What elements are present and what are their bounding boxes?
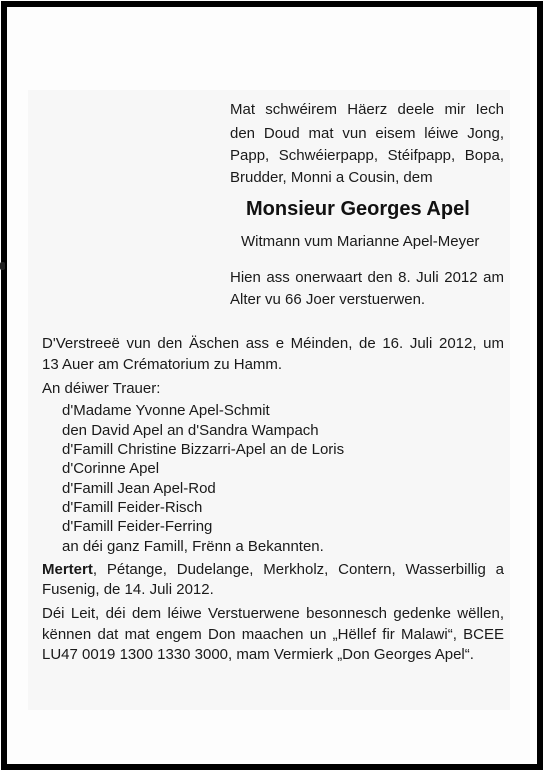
intro-line: Brudder, Monni a Cousin, dem — [230, 169, 433, 186]
place-bold: Mertert — [42, 561, 93, 578]
intro-line: den Doud mat vun eisem léiwe Jong, — [230, 125, 504, 142]
funeral-line: 13 Auer am Crématorium zu Hamm. — [42, 356, 283, 373]
mourner-item: d'Madame Yvonne Apel-Schmit — [62, 402, 270, 419]
mourner-item: d'Famill Feider-Risch — [62, 499, 203, 516]
donation-line: Déi Leit, déi dem léiwe Verstuerwene besonnesch gedenke wëllen, — [42, 605, 504, 622]
deceased-name: Monsieur Georges Apel — [246, 198, 470, 220]
mourner-item: d'Corinne Apel — [62, 460, 160, 477]
intro-line: Papp, Schwéierpapp, Stéifpapp, Bopa, — [230, 147, 504, 164]
mourner-item: an déi ganz Famill, Frënn a Bekannten. — [62, 538, 324, 555]
death-line: Hien ass onerwaart den 8. Juli 2012 am — [230, 269, 504, 286]
spouse-line: Witmann vum Marianne Apel-Meyer — [241, 233, 480, 250]
scan-mark — [0, 262, 5, 270]
mourners-heading: An déiwer Trauer: — [42, 380, 161, 397]
donation-line: kënnen dat mat engem Don maachen un „Hëllef fir Malawi“, BCEE — [42, 626, 504, 643]
mourner-item: den David Apel an d'Sandra Wampach — [62, 422, 319, 439]
intro-line: Mat schwéirem Häerz deele mir Iech — [230, 101, 504, 118]
place-line — [42, 560, 504, 579]
death-line: Alter vu 66 Joer verstuerwen. — [230, 291, 426, 308]
place-rest: , Pétange, Dudelange, Merkholz, Contern, Wasserbillig a — [92, 561, 504, 578]
mourner-item: d'Famill Jean Apel-Rod — [62, 480, 216, 497]
donation-line: LU47 0019 1300 1330 3000, mam Vermierk „Don Georges Apel“. — [42, 646, 474, 663]
funeral-line: D'Verstreeë vun den Äschen ass e Méinden, de 16. Juli 2012, um — [42, 335, 504, 352]
mourner-item: d'Famill Christine Bizzarri-Apel an de Loris — [62, 441, 345, 458]
mourner-item: d'Famill Feider-Ferring — [62, 518, 213, 535]
place-line: Fusenig, de 14. Juli 2012. — [42, 581, 214, 598]
